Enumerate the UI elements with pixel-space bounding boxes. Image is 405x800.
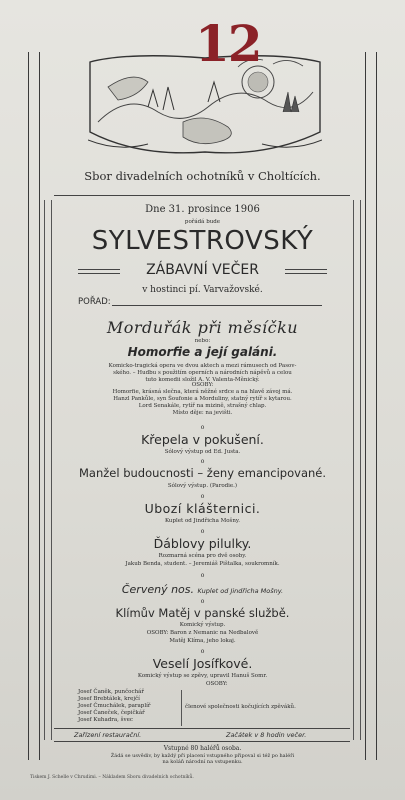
separator: o: [200, 648, 205, 655]
event-subline: pořádá bude: [184, 219, 221, 225]
cast-bracket: [181, 690, 182, 726]
program-item-5-title: Ďáblovy pilulky.: [153, 536, 252, 551]
program-heading-rule: [112, 305, 322, 306]
footer-divider-2: [54, 741, 350, 742]
program-item-5-sub: Rozmarná scéna pro dvě osoby.: [158, 553, 247, 559]
separator: o: [200, 424, 205, 431]
event-date: Dne 31. prosince 1906: [145, 204, 260, 215]
program-item-8-sub: Komický výstup se zpěvy, upravil Hanuš Somr.: [137, 673, 268, 679]
program-item-7-cast-1: OSOBY: Baron z Nemanic na Nedbalově: [146, 630, 259, 636]
program-item-7-sub: Komický výstup.: [179, 622, 226, 628]
program-item-1-title: Morduřák při měsíčku: [106, 318, 299, 337]
program-item-5-cast: Jakub Benda, student. – Jeremiáš Pištalka, soukromník.: [125, 561, 280, 567]
event-subtitle: ZÁBAVNÍ VEČER: [146, 262, 259, 278]
separator: o: [200, 598, 205, 605]
program-item-8-cast-label: OSOBY:: [206, 681, 228, 687]
event-venue: v hostinci pí. Varvažovské.: [142, 285, 263, 295]
program-item-3-title: Manžel budoucnosti – ženy emancipované.: [78, 466, 327, 480]
left-border-ornament: [28, 52, 40, 760]
program-item-1-description: Komicko-tragická opera ve dvou aktech a mezi rámusech od Pasov- ského. – Hudbu s použitím operních a národních nápěvů a celou tuto komedii složil A. V. Valenta-Měnický.: [108, 363, 297, 383]
footer-divider: [54, 728, 350, 729]
program-item-8-cast-list: Josef Čaněk, punčochář Josef Brebtálek, krejčí Josef Čmuchálek, paraplíř Josef Čaneček, čepičkář Josef Kuhadra, švec: [78, 689, 151, 723]
program-item-7-title: Klímův Matěj v panské službě.: [115, 606, 290, 620]
program-item-1-cast: Homorfie, krásná slečna, která něžné srdce a na hlavě závoj má. Hanzl Pankůle, syn Šoufonie a Morduliny, statný rytíř s kytarou. Lord Senakále, rytíř na mizině, strašný chlap. Místo děje: na jevišti.: [112, 389, 293, 416]
admission-note: Žádá se usvědiv, by každý při placení vstupného připoval si též po haléři na koláň národní na vstupenku.: [110, 753, 295, 765]
program-item-3-sub: Sólový výstup. (Parodie.): [167, 483, 238, 489]
program-item-4-sub: Kuplet od Jindřicha Mošny.: [164, 518, 241, 524]
organizer-line: Sbor divadelních ochotníků v Choltících.: [84, 169, 321, 183]
start-time: Začátek v 8 hodin večer.: [226, 731, 307, 739]
program-item-2-sub: Sólový výstup od Ed. Justa.: [164, 449, 241, 455]
separator: o: [200, 572, 205, 579]
program-item-8-title: Veselí Josífkové.: [152, 656, 253, 671]
printer-credit: Tiskem J. Schelle v Chrudimi. – Nákladem Sboru divadelních ochotníků.: [30, 775, 194, 780]
program-item-6-title: Červený nos. Kuplet od Jindřicha Mošny.: [121, 583, 284, 596]
restaurant-note: Zařízení restaurační.: [74, 731, 142, 739]
separator: o: [200, 493, 205, 500]
program-item-4-title: Ubozí klášternici.: [144, 501, 261, 516]
separator: o: [200, 528, 205, 535]
program-item-1-alt: nebo:: [194, 338, 211, 344]
program-item-1-cast-label: OSOBY:: [191, 382, 214, 388]
program-item-2-title: Křepela v pokušení.: [141, 432, 264, 447]
program-item-7-cast-2: Matěj Klíma, jeho lokaj.: [169, 638, 236, 644]
right-border-ornament: [365, 52, 377, 760]
program-item-1-subtitle: Homorfie a její galáni.: [127, 345, 278, 359]
program-heading: POŘAD:: [78, 297, 111, 307]
divider: [54, 195, 350, 196]
title-rule-right: [285, 269, 327, 270]
separator: o: [200, 458, 205, 465]
admission-price: Vstupné 80 haléřů osoba.: [163, 745, 242, 752]
event-title: SYLVESTROVSKÝ: [91, 226, 314, 256]
title-rule-right-2: [285, 273, 327, 274]
program-item-8-cast-note: členové společnosti kočujících zpěváků.: [185, 704, 296, 710]
handwritten-number: 12: [195, 14, 261, 73]
